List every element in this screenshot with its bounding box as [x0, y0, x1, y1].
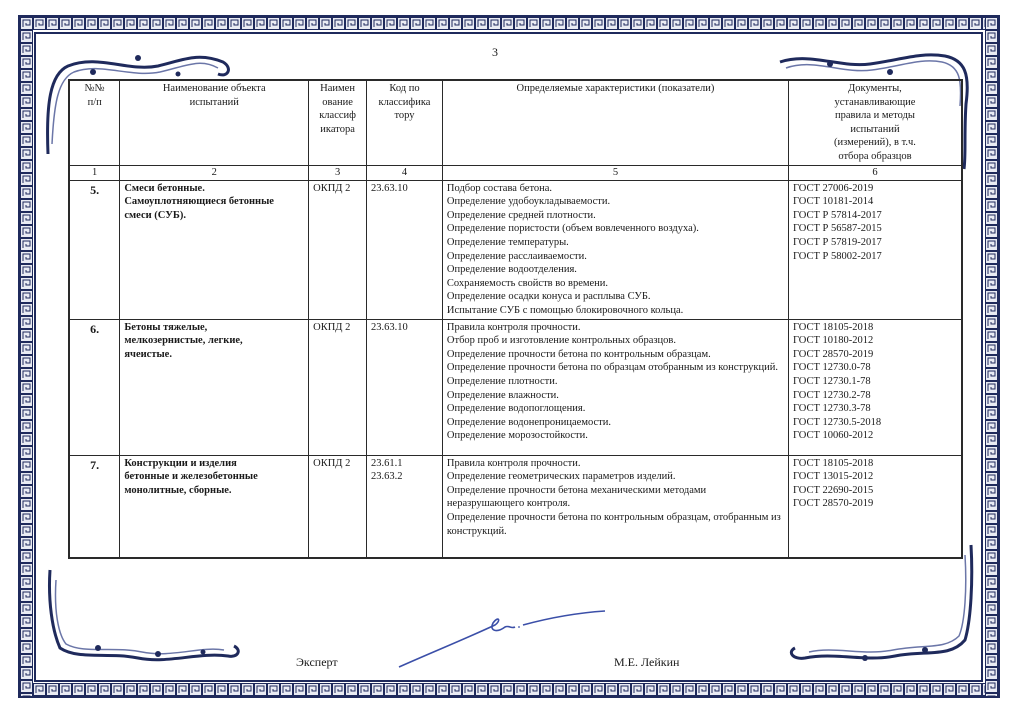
document-item: ГОСТ 22690-2015 — [792, 484, 874, 496]
test-object — [120, 319, 309, 455]
documents — [788, 180, 962, 319]
document-item: ГОСТ 10181-2014 — [792, 196, 874, 208]
characteristic-item: Определение влажности. — [446, 389, 559, 401]
column-number: 5 — [442, 165, 788, 180]
header-code-line: Код по — [389, 83, 420, 94]
characteristic-item: Определение расслаиваемости. — [446, 250, 587, 262]
classifier-code — [367, 319, 443, 455]
characteristic-item: Определение плотности. — [446, 375, 558, 387]
header-object-line: испытаний — [189, 96, 239, 108]
test-object-line: ячеистые. — [124, 348, 172, 360]
header-code-line: тору — [394, 110, 415, 122]
table-row — [69, 455, 962, 558]
header-classifier — [309, 80, 367, 165]
document-item: ГОСТ Р 58002-2017 — [792, 250, 882, 262]
document-item: ГОСТ Р 56587-2015 — [792, 223, 882, 235]
characteristic-item: Определение морозостойкости. — [446, 430, 588, 442]
document-item: ГОСТ 10060-2012 — [792, 430, 874, 442]
characteristic-item: Определение геометрических параметров изделий. — [446, 471, 676, 483]
characteristic-item: Определение пористости (объем вовлеченного воздуха). — [446, 223, 699, 235]
document-item: ГОСТ 28570-2019 — [792, 498, 874, 510]
classifier-code — [367, 455, 443, 558]
table-header-row — [69, 80, 962, 165]
header-documents-line: испытаний — [850, 123, 900, 135]
header-characteristics-line: Определяемые характеристики (показатели) — [516, 83, 715, 94]
characteristic-item: Правила контроля прочности. — [446, 457, 581, 469]
document-item: ГОСТ 12730.1-78 — [792, 375, 871, 387]
header-documents — [788, 80, 962, 165]
document-item: ГОСТ 28570-2019 — [792, 348, 874, 360]
test-object-line: мелкозернистые, легкие, — [124, 335, 243, 347]
document-item: ГОСТ 27006-2019 — [792, 182, 874, 194]
documents — [788, 455, 962, 558]
header-classifier-line: икатора — [320, 123, 355, 135]
characteristics — [442, 455, 788, 558]
document-item: ГОСТ 12730.2-78 — [792, 389, 871, 401]
greek-key-border-top — [20, 17, 998, 30]
greek-key-border-bottom — [20, 683, 998, 696]
table-row — [69, 319, 962, 455]
classifier: ОКПД 2 — [309, 319, 367, 455]
row-number: 6. — [69, 319, 120, 455]
header-documents-line: отбора образцов — [838, 150, 912, 162]
header-code — [367, 80, 443, 165]
characteristic-item: Определение водопоглощения. — [446, 403, 586, 415]
header-classifier-line: классиф — [319, 110, 356, 122]
test-object-line: бетонные и железобетонные — [124, 471, 258, 483]
column-number: 2 — [120, 165, 309, 180]
characteristics — [442, 180, 788, 319]
page-number: 3 — [492, 45, 498, 59]
characteristic-item: Определение прочности бетона механическими методами неразрушающего контроля. — [446, 484, 707, 510]
document-item: ГОСТ Р 57814-2017 — [792, 209, 882, 221]
code-value: 23.63.2 — [371, 471, 403, 483]
ornament-bottom-right — [775, 540, 985, 675]
test-object-line: монолитные, сборные. — [124, 484, 232, 496]
greek-key-border-right — [985, 17, 998, 696]
row-number: 5. — [69, 180, 120, 319]
test-object — [120, 180, 309, 319]
ornament-bottom-left — [38, 560, 248, 675]
document-item: ГОСТ 12730.5-2018 — [792, 416, 882, 428]
documents — [788, 319, 962, 455]
document-item: ГОСТ 18105-2018 — [792, 321, 874, 333]
row-number: 7. — [69, 455, 120, 558]
header-code-line: классифика — [378, 96, 431, 108]
document-item: ГОСТ 12730.0-78 — [792, 362, 871, 374]
column-number: 3 — [309, 165, 367, 180]
classifier-code — [367, 180, 443, 319]
header-no — [69, 80, 120, 165]
characteristic-item: Сохраняемость свойств во времени. — [446, 277, 609, 289]
test-object-line: Самоуплотняющиеся бетонные — [124, 196, 274, 208]
characteristic-item: Определение водоотделения. — [446, 264, 577, 276]
characteristic-item: Правила контроля прочности. — [446, 321, 581, 333]
column-number: 1 — [69, 165, 120, 180]
characteristic-item: Определение температуры. — [446, 236, 569, 248]
characteristic-item: Определение удобоукладываемости. — [446, 196, 611, 208]
characteristic-item: Определение прочности бетона по контрольным образцам, отобранным из конструкций. — [446, 511, 781, 537]
test-object-line: Конструкции и изделия — [124, 457, 237, 469]
characteristic-item: Определение средней плотности. — [446, 209, 596, 221]
header-classifier-line: Наимен — [320, 83, 355, 94]
header-documents-line: устанавливающие — [834, 96, 916, 108]
characteristic-item: Определение водонепроницаемости. — [446, 416, 611, 428]
header-no-line: п/п — [87, 96, 102, 108]
table-row — [69, 180, 962, 319]
column-number-row — [69, 165, 962, 180]
characteristic-item: Подбор состава бетона. — [446, 182, 553, 194]
test-object-line: Смеси бетонные. — [124, 182, 205, 194]
accreditation-scope-table — [68, 79, 963, 559]
characteristic-item: Определение прочности бетона по образцам отобранным из конструкций. — [446, 362, 779, 374]
document-item: ГОСТ 18105-2018 — [792, 457, 874, 469]
characteristic-item: Определение осадки конуса и расплыва СУБ. — [446, 291, 651, 303]
handwritten-signature — [395, 603, 610, 673]
signature-role: Эксперт — [296, 655, 338, 669]
classifier: ОКПД 2 — [309, 455, 367, 558]
header-documents-line: правила и методы — [834, 110, 915, 122]
characteristic-item: Определение прочности бетона по контрольным образцам. — [446, 348, 711, 360]
header-object — [120, 80, 309, 165]
signatory-name: М.Е. Лейкин — [614, 655, 680, 669]
header-documents-line: (измерений), в т.ч. — [834, 137, 916, 149]
test-object-line: смеси (СУБ). — [124, 209, 186, 221]
column-number: 4 — [367, 165, 443, 180]
document-item: ГОСТ 12730.3-78 — [792, 403, 871, 415]
header-object-line: Наименование объекта — [162, 83, 266, 94]
test-object-line: Бетоны тяжелые, — [124, 321, 208, 333]
document-item: ГОСТ 13015-2012 — [792, 471, 874, 483]
header-documents-line: Документы, — [848, 83, 902, 94]
test-object — [120, 455, 309, 558]
characteristic-item: Отбор проб и изготовление контрольных образцов. — [446, 335, 676, 347]
document-item: ГОСТ Р 57819-2017 — [792, 236, 882, 248]
characteristic-item: Испытание СУБ с помощью блокировочного кольца. — [446, 304, 684, 316]
header-characteristics — [442, 80, 788, 165]
header-classifier-line: ование — [322, 96, 353, 108]
characteristics — [442, 319, 788, 455]
greek-key-border-left — [20, 17, 33, 696]
code-value: 23.63.10 — [371, 321, 408, 333]
classifier: ОКПД 2 — [309, 180, 367, 319]
document-item: ГОСТ 10180-2012 — [792, 335, 874, 347]
header-no-line: №№ — [84, 83, 105, 94]
code-value: 23.61.1 — [371, 457, 403, 469]
column-number: 6 — [788, 165, 962, 180]
code-value: 23.63.10 — [371, 182, 408, 194]
